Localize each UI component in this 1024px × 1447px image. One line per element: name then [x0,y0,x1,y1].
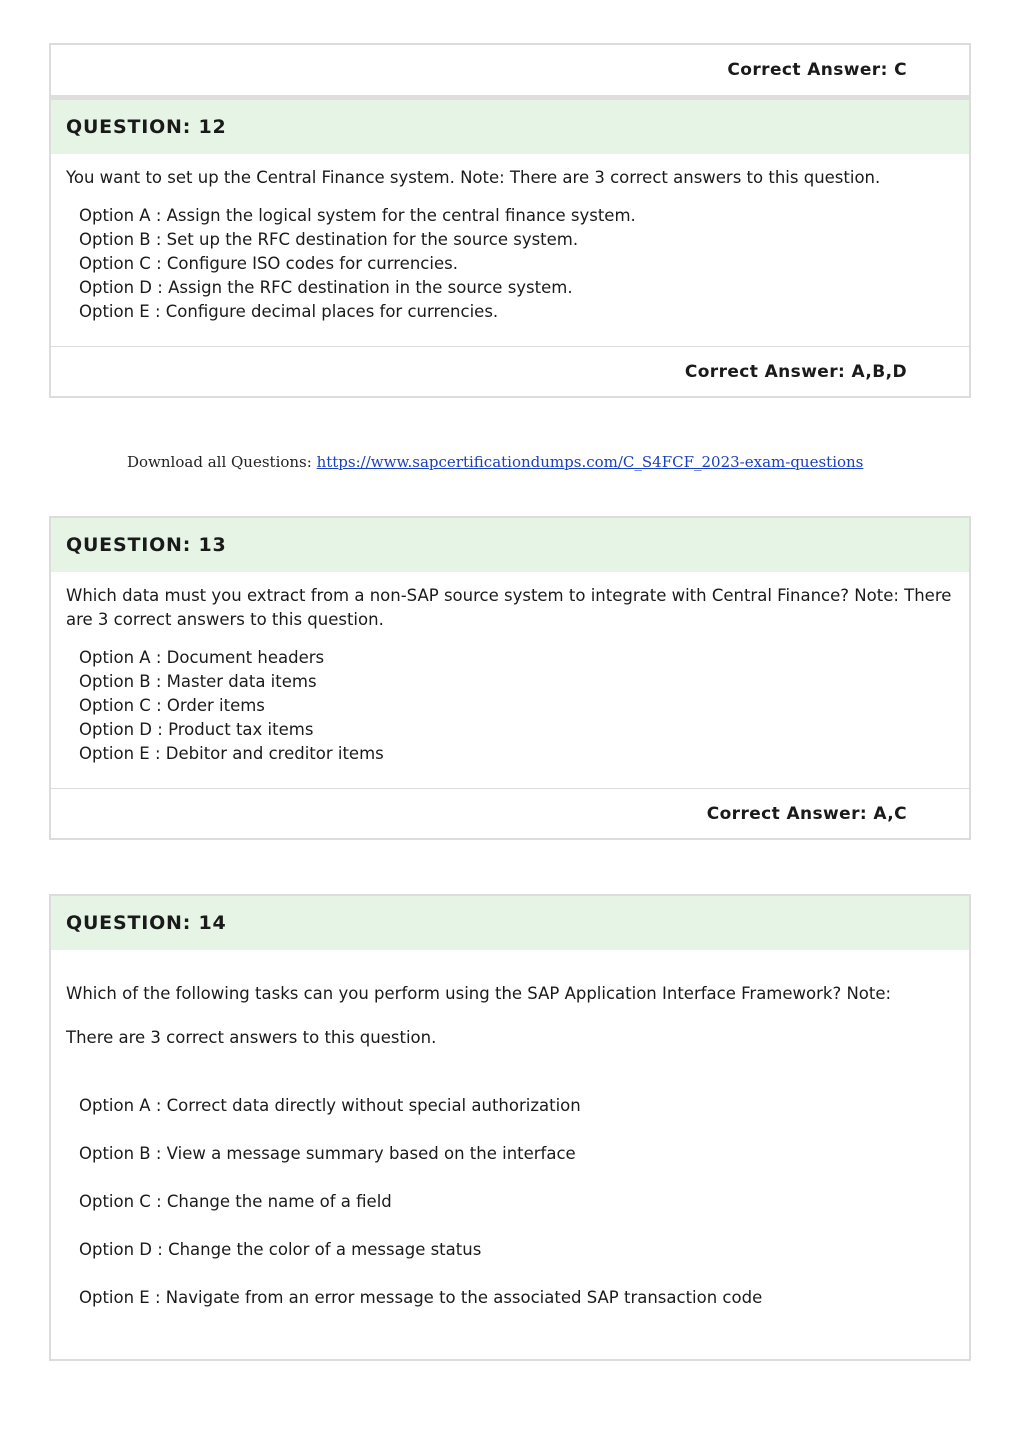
question-12-header: QUESTION: 12 [51,100,969,154]
question-14-option-e: Option E : Navigate from an error message to the associated SAP transaction code [79,1288,763,1307]
question-14-text-line-2: There are 3 correct answers to this question. [66,1028,437,1047]
question-12-options [51,190,969,346]
download-line [127,453,863,471]
question-13-option-a: Option A : Document headers [79,648,325,667]
question-14-header: QUESTION: 14 [51,896,969,950]
question-12-option-a: Option A : Assign the logical system for the central finance system. [79,206,636,225]
question-13-text: Which data must you extract from a non-SAP source system to integrate with Central Finance? Note: There are 3 correct answers to this question. [66,586,952,629]
question-14-option-d: Option D : Change the color of a message status [79,1240,482,1259]
question-13-card [49,516,971,840]
download-label: Download all Questions: [127,453,312,471]
question-14-text [51,950,969,1050]
question-12-option-e: Option E : Configure decimal places for currencies. [79,302,499,321]
question-14-option-c: Option C : Change the name of a field [79,1192,392,1211]
question-14-text-line-1: Which of the following tasks can you perform using the SAP Application Interface Framework? Note: [66,984,892,1003]
question-13-correct-answer: Correct Answer: A,C [51,788,969,838]
question-13-header: QUESTION: 13 [51,518,969,572]
question-12-text: You want to set up the Central Finance system. Note: There are 3 correct answers to this question. [66,168,881,187]
question-14-option-a: Option A : Correct data directly without special authorization [79,1096,581,1115]
question-13-option-e: Option E : Debitor and creditor items [79,744,384,763]
question-12-option-d: Option D : Assign the RFC destination in the source system. [79,278,573,297]
question-12-correct-answer: Correct Answer: A,B,D [51,346,969,396]
question-12-card [49,43,971,398]
question-13-options [51,632,969,788]
question-12-option-c: Option C : Configure ISO codes for currencies. [79,254,458,273]
question-13-option-b: Option B : Master data items [79,672,317,691]
download-link[interactable]: https://www.sapcertificationdumps.com/C_S4FCF_2023-exam-questions [316,453,864,471]
question-14-card [49,894,971,1361]
question-13-option-d: Option D : Product tax items [79,720,314,739]
question-14-options [51,1070,969,1356]
question-14-option-b: Option B : View a message summary based on the interface [79,1144,576,1163]
question-12-option-b: Option B : Set up the RFC destination for the source system. [79,230,579,249]
question-13-option-c: Option C : Order items [79,696,265,715]
previous-correct-answer: Correct Answer: C [51,45,969,100]
